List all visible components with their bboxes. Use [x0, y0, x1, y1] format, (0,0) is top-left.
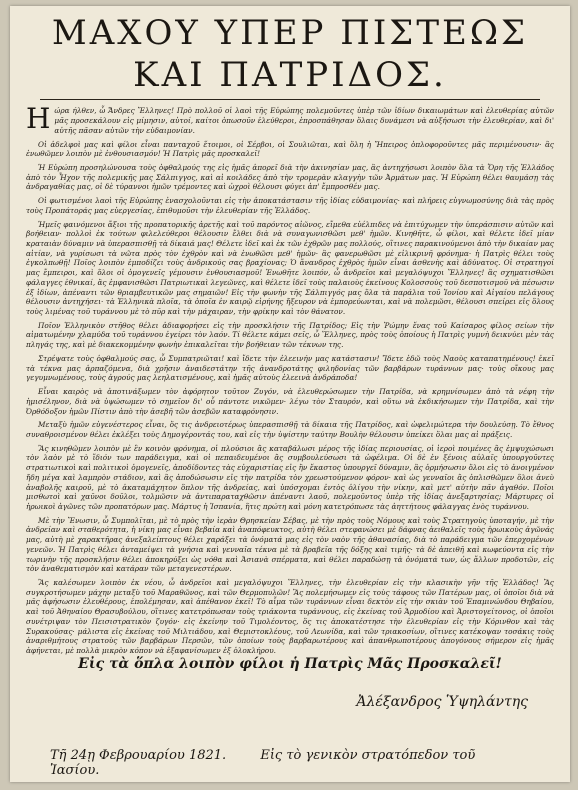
paragraph-9: Μεταξὺ ἡμῶν εὐγενέστερος εἶναι, ὅς τις ἀνδρειοτέρως ὑπερασπισθῇ τὰ δίκαια τῆς Πατρίδος, καὶ ὠφελιμώτερα τὴν δουλεύσῃ. Τὸ ἔθνος συναθροισμένον θέλει ἐκλέξει τοὺς Δημογέροντάς του, καὶ εἰς τὴν ὑψίστην ταύτην Βουλὴν θέλουσιν ὑπείκει ὅλαι μας αἱ πράξεις.	[26, 420, 554, 439]
paragraph-8: Εἶναι καιρὸς νὰ ἀποτινάξωμεν τὸν ἀφόρητον τοῦτον Ζυγόν, νὰ ἐλευθερώσωμεν τὴν Πατρίδα, νὰ κρημνίσωμεν ἀπὸ τὰ νέφη τὴν ἡμισέληνον, διὰ νὰ ὑψώσωμεν τὸ σημεῖον δι' οὗ πάντοτε νικῶμεν· λέγω τὸν Σταυρόν, καὶ οὕτω νὰ ἐκδικήσωμεν τὴν Πατρίδα, καὶ τὴν Ὀρθόδοξον ἡμῶν Πίστιν ἀπὸ τὴν ἀσεβῆ τῶν ἀσεβῶν καταφρόνησιν.	[26, 387, 554, 416]
title-divider	[40, 99, 540, 100]
issue-date: Τῆ 24ῃ Φεβρουαρίου 1821.	[50, 748, 227, 763]
paragraph-5: Ἡμεῖς φαινόμενοι ἄξιοι τῆς προπατορικῆς ἀρετῆς καὶ τοῦ παρόντος αἰῶνος, εἴμεθα εὐέλπιδες νὰ ἐπιτύχωμεν τὴν ὑπεράσπισιν αὐτῶν καὶ βοήθειαν· πολλοὶ ἐκ τούτων φιλελεύθεροι θέλουσιν ἔλθει διὰ νὰ συναγωνισθῶσι μεθ' ἡμῶν. Κινηθῆτε, ὦ φίλοι, καὶ θέλετε ἰδεῖ μίαν κραταιὰν δύναμιν νὰ ὑπερασπισθῇ τὰ δίκαιά μας! Θέλετε ἰδεῖ καὶ ἐκ τῶν ἐχθρῶν μας πολλούς, οἵτινες παρακινούμενοι ἀπὸ τὴν δικαίαν μας αἰτίαν, νὰ γυρίσωσι τὰ νῶτα πρὸς τὸν ἐχθρὸν καὶ νὰ ἑνωθῶσι μεθ' ἡμῶν· ἂς φανερωθῶσι μὲ εἰλικρινῆ φρόνημα· ἡ Πατρὶς θέλει τοὺς ἐγκολπωθῇ! Ποῖος λοιπὸν ἐμποδίζει τοὺς ἀνδρικούς σας βραχίονας; Ὁ ἄνανδρος ἐχθρὸς ἡμῶν εἶναι ἀσθενὴς καὶ ἀδύνατος. Οἱ στρατηγοί μας ἔμπειροι, καὶ ὅλοι οἱ ὁμογενεῖς γέμουσιν ἐνθουσιασμοῦ! Ἑνωθῆτε λοιπόν, ὦ ἀνδρεῖοι καὶ μεγαλόψυχοι Ἕλληνες! ἂς σχηματισθῶσι φάλαγγες ἐθνικαί, ἂς ἐμφανισθῶσι Πατριωτικαὶ λεγεῶνες, καὶ θέλετε ἰδεῖ τοὺς παλαιοὺς ἐκείνους Κολοσσοὺς τοῦ δεσποτισμοῦ νὰ πέσωσιν ἐξ ἰδίων, ἀπέναντι τῶν θριαμβευτικῶν μας σημαιῶν! Εἰς τὴν φωνὴν τῆς Σάλπιγγός μας ὅλα τὰ παράλια τοῦ Ἰονίου καὶ Αἰγαίου πελάγους θέλουσιν ἀντηχήσει· τὰ Ἑλληνικὰ πλοῖα, τὰ ὁποῖα ἐν καιρῷ εἰρήνης ἤξευρον νὰ ἐμπορεύωνται, καὶ νὰ πολεμῶσι, θέλουσι σπείρει εἰς ὅλους τοὺς λιμένας τοῦ τυράννου μὲ τὸ πῦρ καὶ τὴν μάχαιραν, τὴν φρίκην καὶ τὸν θάνατον.	[26, 219, 554, 317]
paragraph-4: Οἱ φωτισμένοι λαοὶ τῆς Εὐρώπης ἐνασχολοῦνται εἰς τὴν ἀποκατάστασιν τῆς ἰδίας εὐδαιμονίας· καὶ πλήρεις εὐγνωμοσύνης διὰ τὰς πρὸς τοὺς Προπάτοράς μας εὐεργεσίας, ἐπιθυμοῦσι τὴν ἐλευθερίαν τῆς Ἑλλάδος.	[26, 196, 554, 215]
signature: Ἀλέξανδρος Ὑψηλάντης	[356, 694, 528, 710]
paragraph-7: Στρέψατε τοὺς ὀφθαλμούς σας, ὦ Συμπατριῶται! καὶ ἴδετε τὴν ἐλεεινήν μας κατάστασιν! Ἴδετε ἐδῶ τοὺς Ναοὺς καταπατημένους! ἐκεῖ τὰ τέκνα μας ἁρπαζόμενα, διὰ χρῆσιν ἀναιδεστάτην τῆς ἀνανδροτάτης φιληδονίας τῶν βαρβάρων τυράννων μας· τοὺς οἴκους μας γεγυμνωμένους, τοὺς ἀγρούς μας λεηλατισμένους, καὶ ἡμᾶς αὐτοὺς ἐλεεινὰ ἀνδράποδα!	[26, 353, 554, 383]
paragraph-12: Ἂς καλέσωμεν λοιπὸν ἐκ νέου, ὦ ἀνδρεῖοι καὶ μεγαλόψυχοι Ἕλληνες, τὴν ἐλευθερίαν εἰς τὴν κλασικὴν γῆν τῆς Ἑλλάδος! Ἂς συγκροτήσωμεν μάχην μεταξὺ τοῦ Μαραθῶνος, καὶ τῶν Θερμοπυλῶν! Ἂς πολεμήσωμεν εἰς τοὺς τάφους τῶν Πατέρων μας, οἱ ὁποῖοι διὰ νὰ μᾶς ἀφήσωσιν ἐλευθέρους, ἐπολέμησαν, καὶ ἀπέθανον ἐκεῖ! Τὸ αἷμα τῶν τυράννων εἶναι δεκτὸν εἰς τὴν σκιὰν τοῦ Ἐπαμινώνδου Θηβαίου, καὶ τοῦ Ἀθηναίου Θρασυβούλου, οἵτινες κατετρόπωσαν τοὺς τριάκοντα τυράννους, εἰς ἐκείνας τοῦ Ἁρμοδίου καὶ Ἀριστογείτονος, οἱ ὁποῖοι συνέτριψαν τὸν Πεισιστρατικὸν ζυγόν· εἰς ἐκείνην τοῦ Τιμολέοντος, ὅς τις ἀποκατέστησε τὴν ἐλευθερίαν εἰς τὴν Κόρινθον καὶ τὰς Συρακούσας· μάλιστα εἰς ἐκείνας τοῦ Μιλτιάδου, καὶ Θεμιστοκλέους, τοῦ Λεωνίδα, καὶ τῶν τριακοσίων, οἵτινες κατέκοψαν τοσάκις τοὺς ἀναριθμήτους στρατοὺς τῶν βαρβάρων Περσῶν, τῶν ὁποίων τοὺς βαρβαρωτέρους καὶ ἀπανθρωποτέρους ἀπογόνους σήμερον εἰς ἡμᾶς ἀφήνεται, μὲ πολλὰ μικρὸν κόπον νὰ ἐξαφανίσωμεν ἐξ ὁλοκλήρου.	[26, 578, 554, 656]
paragraph-1-text: ώρα ήλθεν, ὦ Ἄνδρες Ἕλληνες! Πρὸ πολλοῦ οἱ λαοὶ τῆς Εὐρώπης πολεμοῦντες ὑπὲρ τῶν ἰδίων δικαιωμάτων καὶ ἐλευθερίας αὐτῶν μᾶς προσεκάλουν εἰς μίμησιν, αὐτοί, καίτοι ὁπωσοῦν ἐλεύθεροι, ἐπροσπάθησαν ὅλαις δυνάμεσι νὰ αὐξήσωσι τὴν ἐλευθερίαν, καὶ δι' αὐτῆς πᾶσαν αὐτῶν τὴν εὐδαιμονίαν.	[54, 106, 554, 135]
proclamation-body	[26, 102, 554, 672]
date-line	[50, 748, 530, 778]
proclamation-title	[10, 13, 570, 95]
paragraph-1	[26, 102, 554, 136]
paragraph-10: Ἂς κινηθῶμεν λοιπὸν μὲ ἓν κοινὸν φρόνημα, οἱ πλούσιοι ἂς καταβάλωσι μέρος τῆς ἰδίας περιουσίας, οἱ ἱεροὶ ποιμένες ἂς ἐμψυχώσωσι τὸν λαὸν μὲ τὸ ἴδιόν των παράδειγμα, καὶ οἱ πεπαιδευμένοι ἂς συμβουλεύσωσι τὰ ὠφέλιμα. Οἱ δὲ ἐν ξένοις αὐλαῖς ὑπουργοῦντες στρατιωτικοὶ καὶ πολιτικοὶ ὁμογενεῖς, ἀποδίδοντες τὰς εὐχαριστίας εἰς ἣν ἕκαστος ὑπουργεῖ δύναμιν, ἂς ὁρμήσωσιν ὅλοι εἰς τὸ ἀνοιγμένον ἤδη μέγα καὶ λαμπρὸν στάδιον, καὶ ἂς ἀποδώσωσιν εἰς τὴν πατρίδα τὸν χρεωστούμενον φόρον· καὶ ὡς γενναῖοι ἂς ὁπλισθῶμεν ὅλοι ἀνεὺ ἀναβολῆς καιροῦ, μὲ τὸ ἀκαταμάχητον ὅπλον τῆς ἀνδρείας, καὶ ὑπόσχομαι ἐντὸς ὀλίγου τὴν νίκην, καὶ μετ' αὐτὴν πᾶν ἀγαθόν. Ποῖοι μισθωτοὶ καὶ χαῦνοι δοῦλοι, τολμῶσιν νὰ ἀντιπαραταχθῶσιν ἀπέναντι λαοῦ, πολεμοῦντος ὑπὲρ τῆς ἰδίας ἀνεξαρτησίας; Μάρτυρες οἱ ἡρωικοὶ ἀγῶνες τῶν προπατόρων μας. Μάρτυς ἡ Ἱσπανία, ἥτις πρώτη καὶ μόνη κατετρόπωσε τὰς ἀηττήτους φάλαγγας ἑνὸς τυράννου.	[26, 443, 554, 511]
title-line-1: ΜΑΧΟΥ ΥΠΕΡ ΠΙΣΤΕΩΣ	[51, 13, 529, 53]
paragraph-2: Οἱ ἀδελφοὶ μας καὶ φίλοι εἶναι πανταχοῦ ἕτοιμοι, οἱ Σέρβοι, οἱ Σουλιῶται, καὶ ὅλη ἡ Ἤπειρος ὁπλοφοροῦντες μᾶς περιμένουσιν· ἂς ἑνωθῶμεν λοιπὸν μὲ ἐνθουσιασμόν! Ἡ Πατρὶς μᾶς προσκαλεῖ!	[26, 139, 554, 159]
paragraph-11: Μὲ τὴν Ἕνωσιν, ὦ Συμπολῖται, μὲ τὸ πρὸς τὴν ἱερὰν Θρησκείαν Σέβας, μὲ τὴν πρὸς τοὺς Νόμους καὶ τοὺς Στρατηγοὺς ὑποταγήν, μὲ τὴν ἀνδρείαν καὶ σταθερότητα, ἡ νίκη μας εἶναι βεβαία καὶ ἀναπόφευκτος, αὐτὴ θέλει στεφανώσει μὲ δάφνας ἀειθαλεῖς τοὺς ἡρωικοὺς ἀγῶνάς μας, αὐτὴ μὲ χαρακτῆρας ἀνεξαλείπτους θέλει χαράξει τὰ ὀνόματά μας εἰς τὸν ναὸν τῆς ἀθανασίας, διὰ τὸ παράδειγμα τῶν ἐπερχομένων γενεῶν. Ἡ Πατρὶς θέλει ἀνταμείψει τὰ γνήσια καὶ γενναῖα τέκνα μὲ τὰ βραβεῖα τῆς δόξης καὶ τιμῆς· τὰ δὲ ἀπειθῆ καὶ κωφεύοντα εἰς τὴν τωρινὴν τῆς προσκλήσιν θέλει ἀποκηρύξει ὡς νόθα καὶ Ἀσιανὰ σπέρματα, καὶ θέλει παραδώσῃ τὰ ὀνόματά των, ὡς ἄλλων προδοτῶν, εἰς τὸν ἀναθεματισμὸν καὶ κατάραν τῶν μεταγενεστέρων.	[26, 515, 554, 574]
closing-slogan: Εἰς τὰ ὅπλα λοιπὸν φίλοι ἡ Πατρὶς Μᾶς Προσκαλεῖ!	[78, 655, 502, 672]
drop-cap: Η	[26, 102, 51, 136]
proclamation-sheet	[10, 6, 570, 782]
paragraph-3: Ἡ Εὐρώπη προσηλώνουσα τοὺς ὀφθαλμούς της εἰς ἡμᾶς ἀπορεῖ διὰ τὴν ἀκινησίαν μας, ἂς ἀντηχήσωσι λοιπὸν ὅλα τὰ Ὄρη τῆς Ἑλλάδος ἀπὸ τὸν Ἦχον τῆς πολεμικῆς μας Σάλπιγγος, καὶ αἱ κοιλάδες ἀπὸ τὴν τρομερὰν κλαγγὴν τῶν Ἀρμάτων μας. Ἡ Εὐρώπη θέλει θαυμάσῃ τὰς ἀνδραγαθίας μας, οἱ δὲ τύραννοι ἡμῶν τρέμοντες καὶ ὠχροὶ θέλουσι φύγει ἀπ' ἔμπροσθέν μας.	[26, 162, 554, 192]
title-line-2: ΚΑΙ ΠΑΤΡΙΔΟΣ.	[133, 54, 447, 95]
paragraph-6: Ποῖον Ἑλληνικὸν στῆθος θέλει ἀδιαφορήσει εἰς τὴν προσκλήσιν τῆς Πατρίδος; Εἰς τὴν Ῥώμην ἕνας τοῦ Καίσαρος φίλος σείων τὴν αἱματωμένην χλαμύδα τοῦ τυράννου ἐγείρει τὸν λαόν. Τί θέλετε κάμει σεῖς, ὦ Ἕλληνες, πρὸς τοὺς ὁποίους ἡ Πατρὶς γυμνὴ δεικνύει μὲν τὰς πληγάς της, καὶ μὲ διακεκομμένην φωνὴν ἐπικαλεῖται τὴν βοήθειαν τῶν τέκνων της.	[26, 320, 554, 350]
issue-place: Εἰς τὸ γενικὸν στρατόπεδον τοῦ Ἰασίου.	[50, 748, 476, 778]
